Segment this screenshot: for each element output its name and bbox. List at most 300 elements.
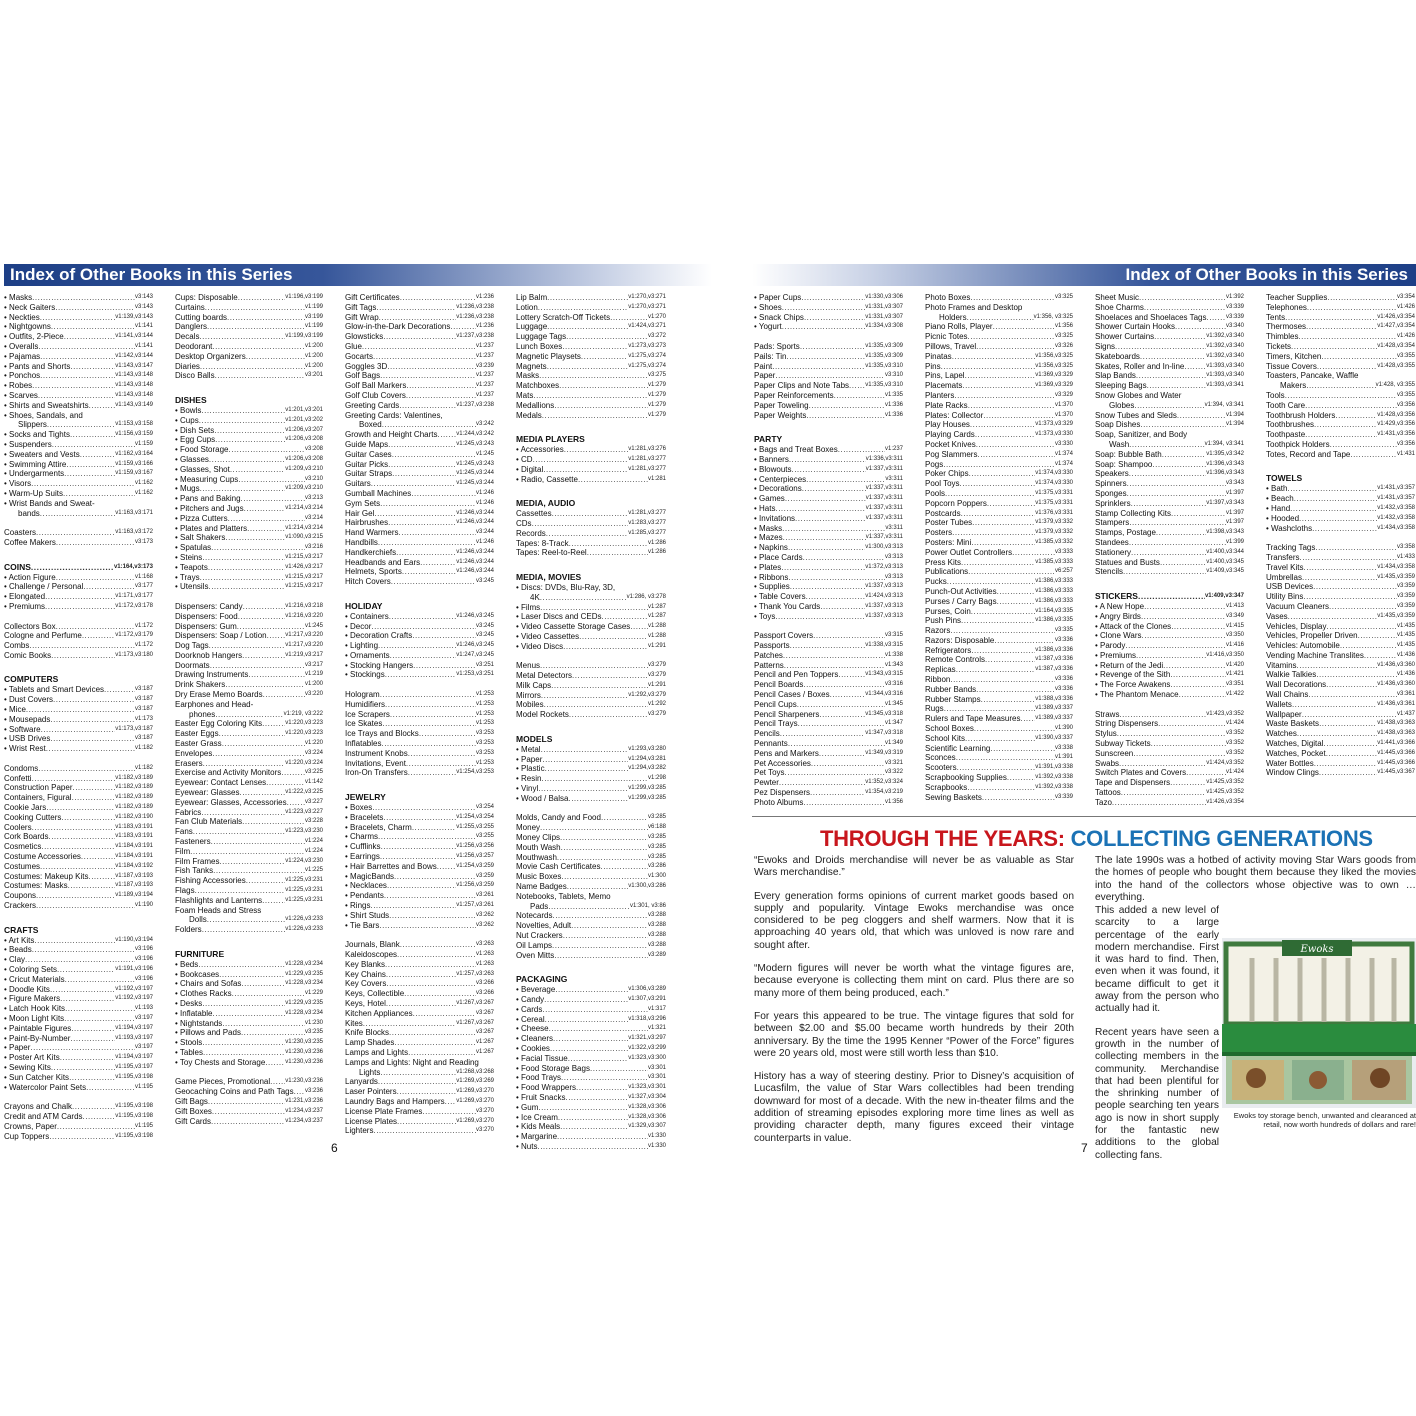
index-entry bbox=[1266, 651, 1415, 661]
index-entry bbox=[1266, 670, 1415, 680]
index-entry-name: • Laser Discs and CEDs bbox=[516, 612, 602, 622]
index-page-ref: v1:336 bbox=[884, 401, 903, 408]
index-entry-name: Medallions bbox=[516, 400, 555, 410]
index-entry bbox=[175, 435, 323, 445]
dot-leader bbox=[83, 1112, 116, 1122]
dot-leader bbox=[47, 420, 115, 430]
index-entry bbox=[175, 455, 323, 465]
index-page-ref: v1:335,v3:310 bbox=[865, 382, 903, 389]
index-page-ref: v1:246 bbox=[475, 489, 494, 496]
dot-leader bbox=[400, 940, 476, 950]
dot-leader bbox=[1287, 484, 1377, 494]
dot-leader bbox=[89, 401, 116, 411]
index-entry bbox=[1266, 391, 1415, 401]
dot-leader bbox=[838, 670, 865, 680]
index-entry-name: Skates, Roller and In-line bbox=[1095, 361, 1185, 371]
index-page-ref: v1:142 bbox=[304, 779, 323, 786]
dot-leader bbox=[788, 573, 885, 583]
index-entry-name: Cork Boards bbox=[4, 832, 49, 842]
index-entry bbox=[1095, 391, 1244, 401]
index-entry-name: • Pendants bbox=[345, 891, 384, 901]
index-page-ref: v3:325 bbox=[1054, 294, 1073, 300]
index-banner-left: Index of Other Books in this Series bbox=[4, 264, 712, 286]
index-page-ref: v1:299,v3:285 bbox=[628, 785, 666, 792]
index-entry-name: • Stockings bbox=[345, 670, 385, 680]
index-entry bbox=[175, 837, 323, 847]
index-page-ref: v3:187 bbox=[134, 735, 153, 742]
index-entry bbox=[754, 690, 903, 700]
index-entry-name: • Mugs bbox=[175, 484, 200, 494]
index-page-ref: v3:236 bbox=[304, 1088, 323, 1095]
index-page-ref: v1:141 bbox=[134, 323, 153, 330]
index-entry bbox=[516, 362, 666, 372]
index-page-ref: v1:375,v3:331 bbox=[1035, 499, 1073, 506]
index-page-ref: v3:267 bbox=[475, 1029, 494, 1036]
index-entry-name: Erasers bbox=[175, 758, 203, 768]
index-entry bbox=[4, 573, 153, 583]
index-entry bbox=[1095, 651, 1244, 661]
index-entry bbox=[345, 739, 494, 749]
index-page-ref: v1:431,v3:357 bbox=[1377, 495, 1415, 502]
index-entry bbox=[345, 749, 494, 759]
index-page-ref: v1:214,v3:214 bbox=[285, 524, 323, 531]
dot-leader bbox=[578, 475, 648, 485]
index-spacer bbox=[4, 754, 153, 764]
index-page-ref: v1:246 bbox=[475, 499, 494, 506]
dot-leader bbox=[241, 979, 285, 989]
index-entry-name: Popcorn Poppers bbox=[925, 498, 987, 508]
index-entry bbox=[175, 1038, 323, 1048]
dot-leader bbox=[25, 955, 135, 965]
index-entry bbox=[4, 813, 153, 823]
dot-leader bbox=[585, 434, 666, 445]
index-entry-name: Condoms bbox=[4, 763, 39, 773]
index-entry-name: • USB Drives bbox=[4, 734, 51, 744]
dot-leader bbox=[780, 729, 866, 739]
dot-leader bbox=[533, 455, 629, 465]
index-entry bbox=[4, 783, 153, 793]
index-page-ref: v1:194,v3:197 bbox=[115, 1024, 153, 1031]
index-page-ref: v1:394, v3:341 bbox=[1204, 440, 1244, 447]
dot-leader bbox=[576, 1083, 628, 1093]
index-spacer bbox=[175, 935, 323, 945]
dot-leader bbox=[803, 553, 885, 563]
dot-leader bbox=[65, 1004, 135, 1014]
dot-leader bbox=[397, 1117, 456, 1127]
index-entry-name: Money Clips bbox=[516, 833, 561, 843]
index-entry bbox=[516, 548, 666, 558]
index-entry-name: Lamp Shades bbox=[345, 1038, 395, 1048]
index-page-ref: v3:335 bbox=[1054, 627, 1073, 634]
index-entry-name: • Shirt Studs bbox=[345, 910, 390, 920]
index-page-ref: v3:313 bbox=[884, 553, 903, 560]
index-entry-name: Spinners bbox=[1095, 479, 1127, 489]
dot-leader bbox=[819, 749, 865, 759]
index-entry bbox=[925, 371, 1073, 381]
index-entry bbox=[1266, 592, 1415, 602]
index-entry bbox=[1266, 700, 1415, 710]
index-entry bbox=[4, 1043, 153, 1053]
index-entry bbox=[4, 1004, 153, 1014]
index-page-ref: v1:222,v3:225 bbox=[285, 789, 323, 796]
dot-leader bbox=[947, 577, 1036, 587]
dot-leader bbox=[385, 960, 476, 970]
index-page-ref: v3:210 bbox=[304, 475, 323, 482]
index-page-ref: v1:376,v3:331 bbox=[1035, 509, 1073, 516]
dot-leader bbox=[229, 445, 305, 455]
index-entry bbox=[4, 881, 153, 891]
index-entry-name: Soap Dishes bbox=[1095, 420, 1141, 430]
index-entry-name: Collectors Box bbox=[4, 621, 56, 631]
dot-leader bbox=[38, 764, 135, 774]
index-section-heading bbox=[4, 925, 153, 936]
index-entry-name: Lunch Boxes bbox=[516, 341, 563, 351]
dot-leader bbox=[1299, 514, 1377, 524]
index-entry bbox=[1266, 504, 1415, 514]
dot-leader bbox=[228, 514, 305, 524]
dot-leader bbox=[248, 670, 305, 680]
index-page-ref: v1:192,v3:197 bbox=[115, 985, 153, 992]
index-entry bbox=[345, 999, 494, 1009]
index-page-ref: v3:187 bbox=[134, 706, 153, 713]
index-entry bbox=[925, 548, 1073, 558]
index-page-ref: v3:343 bbox=[1225, 480, 1244, 487]
index-page-ref: v1:436,v3:360 bbox=[1377, 681, 1415, 688]
index-spacer bbox=[175, 381, 323, 391]
index-entry bbox=[4, 852, 153, 862]
index-page-ref: v1:156,v3:159 bbox=[115, 431, 153, 438]
index-entry bbox=[175, 332, 323, 342]
index-entry bbox=[4, 303, 153, 313]
index-entry-name: • Glasses, Shot bbox=[175, 464, 230, 474]
index-entry bbox=[925, 616, 1073, 626]
index-entry bbox=[516, 833, 666, 843]
dot-leader bbox=[413, 1009, 476, 1019]
index-entry bbox=[175, 342, 323, 352]
dot-leader bbox=[1329, 602, 1397, 612]
index-entry-name: CRAFTS bbox=[4, 924, 39, 935]
index-entry bbox=[754, 465, 903, 475]
dot-leader bbox=[1151, 739, 1226, 749]
index-entry bbox=[345, 911, 494, 921]
index-entry bbox=[1095, 602, 1244, 612]
dot-leader bbox=[49, 1132, 115, 1142]
index-entry bbox=[175, 886, 323, 896]
index-spacer bbox=[516, 484, 666, 494]
index-entry bbox=[925, 391, 1073, 401]
article-paragraph: For years this appeared to be true. The vintage figures that sold for between $2.00 and $5.00 became worth hundreds by their 20th anniversary. By the time the 1995 Kenner “Power of the Force” figures were 20 years old, most were still worth less than $10. bbox=[754, 1010, 1074, 1059]
dot-leader bbox=[190, 847, 305, 857]
index-entry bbox=[345, 872, 494, 882]
index-entry bbox=[4, 1083, 153, 1093]
index-entry-name: Handbills bbox=[345, 537, 378, 547]
index-entry-name: • Pajamas bbox=[4, 351, 41, 361]
index-entry-name: MEDIA PLAYERS bbox=[516, 434, 585, 445]
dot-leader bbox=[40, 352, 115, 362]
index-section-heading bbox=[175, 949, 323, 960]
dot-leader bbox=[549, 1024, 648, 1034]
index-entry-name: Magnetic Playsets bbox=[516, 351, 581, 361]
index-entry bbox=[754, 612, 903, 622]
index-entry bbox=[4, 1063, 153, 1073]
index-page-ref: v1:275,v3:274 bbox=[628, 352, 666, 359]
index-page-ref: v1:215,v3:217 bbox=[285, 583, 323, 590]
index-entry-name: Thermoses bbox=[1266, 322, 1307, 332]
index-page-ref: v1:291 bbox=[647, 642, 666, 649]
index-page-ref: v1:281,v3:277 bbox=[628, 455, 666, 462]
index-entry-name: Refrigerators bbox=[925, 645, 972, 655]
index-entry-name: • Undergarments bbox=[4, 469, 65, 479]
dot-leader bbox=[86, 1083, 135, 1093]
dot-leader bbox=[445, 1097, 457, 1107]
index-entry bbox=[4, 842, 153, 852]
dot-leader bbox=[1327, 293, 1397, 303]
index-page-ref: v1:354,v3:219 bbox=[865, 789, 903, 796]
index-entry-name: Pet Toys bbox=[754, 768, 785, 778]
index-entry bbox=[345, 362, 494, 372]
dot-leader bbox=[378, 1077, 456, 1087]
index-page-ref: v1:163,v3:172 bbox=[115, 529, 153, 536]
dot-leader bbox=[1335, 411, 1377, 421]
index-entry-name: FURNITURE bbox=[175, 948, 225, 959]
index-page-ref: v1:347,v3:318 bbox=[865, 730, 903, 737]
index-entry-name: Glue bbox=[345, 341, 362, 351]
index-entry-name: • Sweaters and Vests bbox=[4, 449, 80, 459]
index-entry-name: • Pitchers and Jugs bbox=[175, 503, 244, 513]
dot-leader bbox=[200, 484, 286, 494]
index-entry-name: Medals bbox=[516, 410, 542, 420]
dot-leader bbox=[611, 892, 666, 902]
dot-leader bbox=[565, 1093, 628, 1103]
dot-leader bbox=[294, 1087, 305, 1097]
index-page-ref: v1:195,v3:198 bbox=[115, 1112, 153, 1119]
dot-leader bbox=[396, 548, 456, 558]
index-entry-name: Signs bbox=[1095, 341, 1116, 351]
index-entry-name: Publications bbox=[925, 567, 969, 577]
index-entry bbox=[925, 567, 1073, 577]
index-entry bbox=[516, 755, 666, 765]
index-entry-name: Sunscreen bbox=[1095, 748, 1134, 758]
index-entry bbox=[754, 504, 903, 514]
dot-leader bbox=[1115, 342, 1206, 352]
dot-leader bbox=[30, 1043, 135, 1053]
dot-leader bbox=[203, 759, 286, 769]
dot-leader bbox=[83, 411, 153, 421]
index-page-ref: v1:388,v3:336 bbox=[1035, 695, 1073, 702]
index-entry-name: Gym Sets bbox=[345, 498, 381, 508]
dot-leader bbox=[380, 1068, 456, 1078]
dot-leader bbox=[1129, 518, 1226, 528]
index-entry bbox=[345, 1117, 494, 1127]
index-page-ref: v1:426,v3:354 bbox=[1206, 798, 1244, 805]
index-page-ref: v1:182,v3:190 bbox=[115, 813, 153, 820]
index-entry-name: • Shoes, Sandals, and bbox=[4, 410, 83, 420]
index-entry bbox=[175, 970, 323, 980]
index-page-ref: v1:356,v3:325 bbox=[1035, 362, 1073, 369]
dot-leader bbox=[388, 440, 456, 450]
index-page-ref: v1:375,v3:331 bbox=[1035, 489, 1073, 496]
index-entry bbox=[516, 529, 666, 539]
index-entry bbox=[516, 764, 666, 774]
index-page-ref: v3:254 bbox=[475, 804, 494, 811]
index-page-ref: v1:223,v3:230 bbox=[285, 828, 323, 835]
index-entry bbox=[175, 445, 323, 455]
index-entry bbox=[175, 602, 323, 612]
index-entry-name: • Sun Catcher Kits bbox=[4, 1072, 70, 1082]
index-page-ref: v1:246,v3:244 bbox=[456, 558, 494, 565]
dot-leader bbox=[64, 1014, 135, 1024]
index-entry bbox=[925, 313, 1073, 323]
index-entry-name: • Steins bbox=[175, 552, 203, 562]
index-page-ref: v1:195,v3:198 bbox=[115, 1132, 153, 1139]
index-entry bbox=[345, 1028, 494, 1038]
dot-leader bbox=[811, 759, 885, 769]
dot-leader bbox=[554, 401, 648, 411]
dot-leader bbox=[1131, 548, 1206, 558]
index-page-ref: v1:435,v3:359 bbox=[1377, 612, 1415, 619]
dot-leader bbox=[1170, 778, 1206, 788]
index-entry-name: • Lighting bbox=[345, 641, 379, 651]
index-entry bbox=[1095, 631, 1244, 641]
index-entry-name: • Masks bbox=[754, 523, 783, 533]
index-page-ref: v1:267,v3:267 bbox=[456, 1019, 494, 1026]
dot-leader bbox=[208, 563, 285, 573]
index-page-ref: v3:288 bbox=[647, 932, 666, 939]
index-page-ref: v1:331,v3:307 bbox=[865, 313, 903, 320]
dot-leader bbox=[1179, 690, 1226, 700]
dot-leader bbox=[57, 965, 115, 975]
dot-leader bbox=[202, 1038, 285, 1048]
index-entry-name: Sewing Baskets bbox=[925, 792, 982, 802]
index-entry bbox=[1095, 749, 1244, 759]
index-page-ref: v1:184,v3:192 bbox=[115, 862, 153, 869]
index-entry bbox=[516, 691, 666, 701]
index-page-ref: v1:397 bbox=[1225, 489, 1244, 496]
index-entry bbox=[345, 940, 494, 950]
index-entry bbox=[1266, 690, 1415, 700]
index-entry bbox=[1266, 710, 1415, 720]
index-page-ref: v1:424 bbox=[1225, 720, 1244, 727]
index-entry bbox=[175, 866, 323, 876]
index-page-ref: v1:287 bbox=[647, 613, 666, 620]
dot-leader bbox=[801, 293, 865, 303]
index-entry-name: • Films bbox=[516, 602, 541, 612]
index-entry-name: Hitch Covers bbox=[345, 577, 391, 587]
index-entry bbox=[345, 1058, 494, 1068]
index-entry bbox=[345, 401, 494, 411]
index-entry bbox=[175, 778, 323, 788]
index-entry-name: Slippers bbox=[18, 420, 47, 430]
index-entry-name: Pencil Trays bbox=[754, 719, 798, 729]
index-entry-name: Guitar Picks bbox=[345, 459, 389, 469]
index-entry bbox=[1266, 641, 1415, 651]
index-entry-name: Tattoos bbox=[1095, 788, 1121, 798]
dot-leader bbox=[222, 1019, 305, 1029]
dot-leader bbox=[974, 724, 1055, 734]
index-entry bbox=[175, 759, 323, 769]
index-page-ref: v1:307,v3:291 bbox=[628, 996, 666, 1002]
index-entry-name: Wash bbox=[1109, 439, 1130, 449]
dot-leader bbox=[371, 479, 457, 489]
index-entry bbox=[345, 768, 494, 778]
index-entry-name: • Tie Bars bbox=[345, 920, 380, 930]
index-page-ref: v1:322,v3:299 bbox=[628, 1044, 666, 1051]
dot-leader bbox=[390, 710, 476, 720]
dot-leader bbox=[411, 489, 476, 499]
index-page-ref: v1:299,v3:285 bbox=[628, 794, 666, 801]
index-entry-name: Diaries bbox=[175, 361, 200, 371]
dot-leader bbox=[1300, 553, 1397, 563]
index-entry-name: Easter Egg Coloring Kits bbox=[175, 719, 263, 729]
index-page-ref: v1:337,v3:311 bbox=[865, 514, 903, 521]
dot-leader bbox=[443, 411, 494, 421]
index-page-ref: v1:435 bbox=[1396, 642, 1415, 649]
dot-leader bbox=[211, 543, 305, 553]
index-entry bbox=[1266, 332, 1415, 342]
index-page-ref: v3:266 bbox=[475, 990, 494, 997]
index-page-ref: v1:431 bbox=[1396, 450, 1415, 457]
dot-leader bbox=[563, 642, 648, 652]
index-entry-name: Pillows, Travel bbox=[925, 341, 977, 351]
page-number-left: 6 bbox=[331, 1141, 338, 1155]
index-page-ref: v1:237,v3:238 bbox=[456, 333, 494, 340]
index-entry bbox=[516, 593, 666, 603]
index-page-ref: v1:374 bbox=[1054, 450, 1073, 457]
index-entry bbox=[925, 724, 1073, 734]
index-page-ref: v3:253 bbox=[475, 749, 494, 756]
index-entry-name: Pocket Knives bbox=[925, 439, 976, 449]
index-entry bbox=[925, 381, 1073, 391]
index-page-ref: v1:329,v3:307 bbox=[628, 1123, 666, 1130]
index-section-heading bbox=[516, 498, 666, 509]
index-page-ref: v1:370 bbox=[1054, 411, 1073, 418]
index-entry-name: Hologram bbox=[345, 690, 380, 700]
dot-leader bbox=[193, 827, 286, 837]
index-entry bbox=[175, 362, 323, 372]
dot-leader bbox=[238, 293, 286, 303]
index-entry bbox=[345, 528, 494, 538]
index-page-ref: v1:269,v3:269 bbox=[456, 1078, 494, 1085]
index-entry bbox=[175, 322, 323, 332]
dot-leader bbox=[265, 1058, 285, 1068]
index-entry bbox=[1095, 401, 1244, 411]
index-page-ref: v1:236,v3:238 bbox=[456, 313, 494, 320]
dot-leader bbox=[287, 798, 305, 808]
index-page-ref: v1:390 bbox=[1054, 725, 1073, 732]
index-page-ref: v1:224 bbox=[304, 838, 323, 845]
index-entry bbox=[516, 1113, 666, 1123]
index-page-ref: v3:251 bbox=[475, 661, 494, 668]
index-entry bbox=[516, 381, 666, 391]
index-page-ref: v1:387,v3:336 bbox=[1035, 666, 1073, 673]
index-entry-name: Hand Warmers bbox=[345, 528, 399, 538]
index-page-ref: v1:337,v3:313 bbox=[865, 602, 903, 609]
index-entry-name: Stencils bbox=[1095, 567, 1124, 577]
index-entry bbox=[516, 1064, 666, 1074]
dot-leader bbox=[849, 381, 865, 391]
index-entry-name: MODELS bbox=[516, 733, 553, 744]
dot-leader bbox=[53, 695, 135, 705]
index-page-ref: v1:337,v3:311 bbox=[865, 465, 903, 472]
index-entry-name: • Trays bbox=[175, 572, 200, 582]
index-entry bbox=[175, 416, 323, 426]
index-page-ref: v1:420 bbox=[1225, 661, 1244, 668]
index-entry-name: COMPUTERS bbox=[4, 674, 59, 685]
index-entry-name: Exercise and Activity Monitors bbox=[175, 768, 282, 778]
dot-leader bbox=[1324, 739, 1378, 749]
index-spacer bbox=[4, 1092, 153, 1102]
index-entry bbox=[754, 788, 903, 798]
